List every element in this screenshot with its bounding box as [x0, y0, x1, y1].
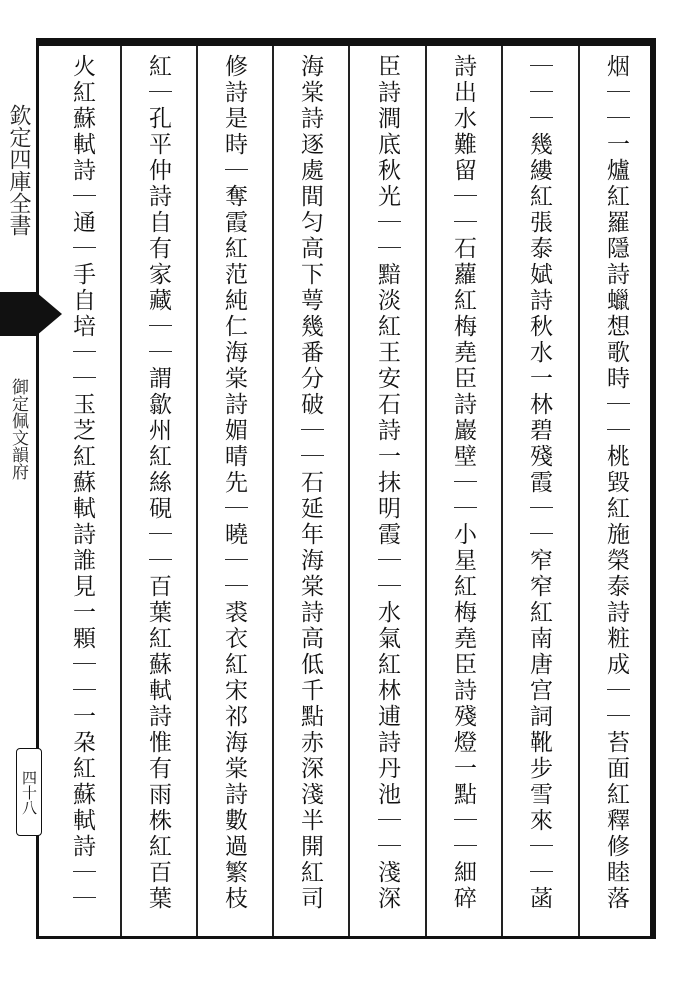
column-divider: [120, 46, 122, 936]
margin-book-title: 欽定四庫全書: [6, 104, 31, 236]
text-column: 海棠詩逐處間匀高下萼幾番分破｜｜石延年海棠詩高低千點赤深淺半開紅司: [297, 54, 323, 912]
page-number: 四十八: [16, 748, 42, 836]
column-divider: [578, 46, 580, 936]
text-column: 紅｜孔平仲詩自有家藏｜｜謂歙州紅絲硯｜｜百葉紅蘇軾詩惟有雨株紅百葉: [145, 54, 171, 912]
column-divider: [501, 46, 503, 936]
text-column: 臣詩澗底秋光｜｜黯淡紅王安石詩一抹明霞｜｜水氣紅林逋詩丹池｜｜淺深: [374, 54, 400, 912]
column-divider: [196, 46, 198, 936]
column-divider: [272, 46, 274, 936]
margin-section-title: 御定佩文韻府: [8, 378, 28, 480]
page-border-right: [650, 38, 656, 938]
text-column: ｜｜｜幾縷紅張泰娬詩秋水一林碧殘霞｜｜窄窄紅南唐宫詞靴步雪來｜｜菡: [526, 54, 552, 912]
text-column: 烟｜｜一爐紅羅隱詩蠟想歌時｜｜桃毀紅施榮泰詩粧成｜｜苔面紅釋修睦落: [603, 54, 629, 912]
column-divider: [348, 46, 350, 936]
text-column: 詩出水難留｜｜石蘿紅梅堯臣詩巖壁｜｜小星紅梅堯臣詩殘燈一點｜｜細碎: [450, 54, 476, 912]
text-column: 火紅蘇軾詩｜通｜手自培｜｜玉芝紅蘇軾詩誰見一顆｜｜一朶紅蘇軾詩｜｜: [69, 54, 95, 912]
text-column: 修詩是時｜奪霞紅范純仁海棠詩媚晴先｜曉｜｜裘衣紅宋祁海棠詩數過繁枝: [221, 54, 247, 912]
page-border-top: [36, 38, 656, 46]
page-border-bottom: [36, 936, 656, 939]
column-divider: [425, 46, 427, 936]
fish-tail-mark: [0, 292, 36, 336]
